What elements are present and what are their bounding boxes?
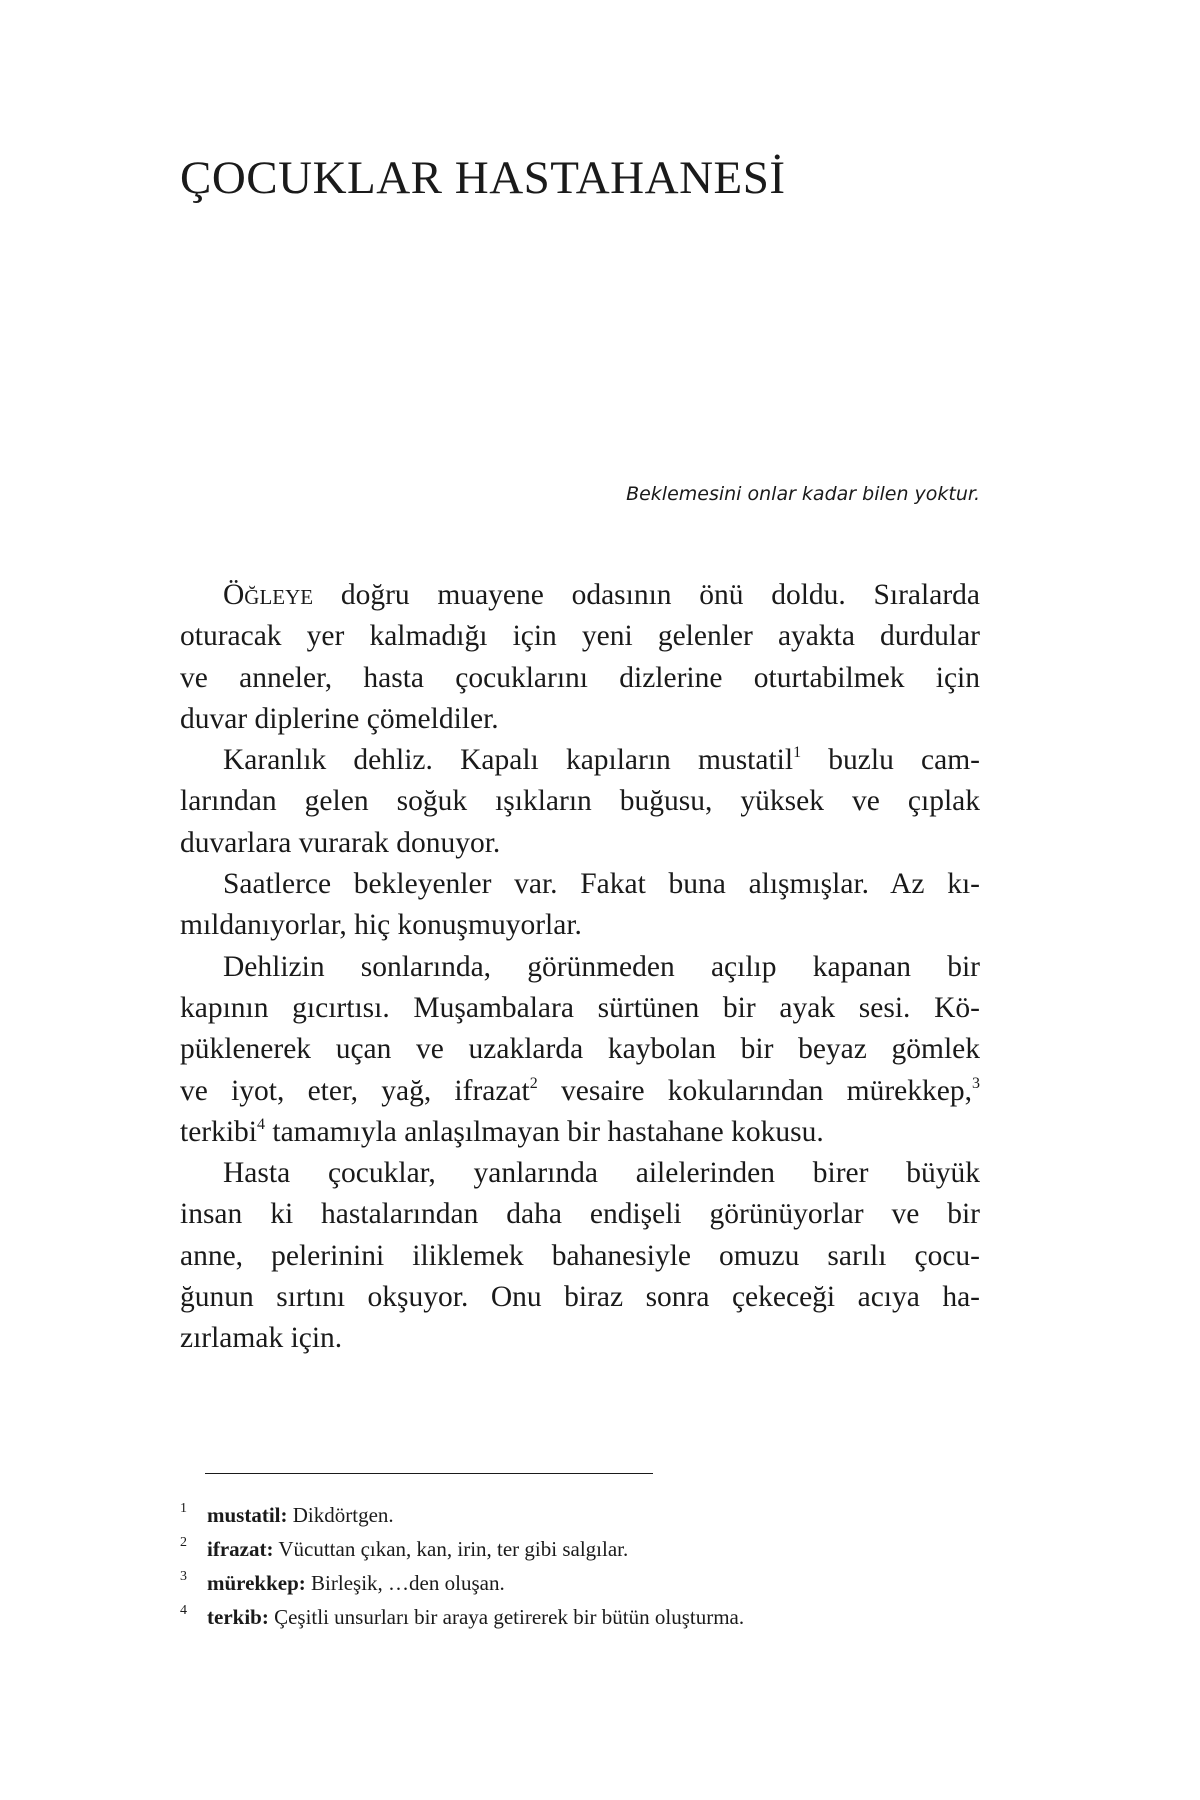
paragraph-4-line-5-text-b: tamamıyla anlaşılmayan bir hastahane kokusu. <box>265 1115 824 1148</box>
paragraph-4-line-5-text-a: terkibi <box>180 1115 258 1148</box>
footnote-3 <box>180 1566 980 1600</box>
paragraph-5-line-3: anne, pelerinini iliklemek bahanesiyle omuzu sarılı çocu- <box>180 1239 980 1272</box>
paragraph-2-line-1-text-a: Karanlık dehliz. Kapalı kapıların mustatil <box>223 744 794 777</box>
paragraph-2-line-1-text-b: buzlu cam- <box>801 744 980 777</box>
footnote-divider <box>205 1473 653 1474</box>
footnote-text <box>207 1498 394 1532</box>
paragraph-5-line-5: zırlamak için. <box>180 1322 343 1355</box>
footnote-definition: Vücuttan çıkan, kan, irin, ter gibi salgılar. <box>273 1537 629 1561</box>
footnote-text <box>207 1532 628 1566</box>
paragraph-4-line-5 <box>180 1112 980 1153</box>
paragraph-5-line-1: Hasta çocuklar, yanlarında ailelerinden birer büyük <box>223 1157 980 1190</box>
footnote-4 <box>180 1600 980 1634</box>
epigraph: Beklemesini onlar kadar bilen yoktur. <box>626 483 980 505</box>
footnote-ref-1[interactable]: 1 <box>793 744 802 762</box>
paragraph-1-line-4: duvar diplerine çömeldiler. <box>180 702 499 735</box>
paragraph-2-line-3: duvarlara vurarak donuyor. <box>180 826 501 859</box>
paragraph-2-line-1 <box>180 740 980 781</box>
paragraph-1-line-1-text: doğru muayene odasının önü doldu. Sıralarda <box>313 579 980 611</box>
paragraph-4-line-1: Dehlizin sonlarında, görünmeden açılıp kapanan bir <box>223 950 980 983</box>
footnote-number: 4 <box>180 1603 187 1618</box>
paragraph-4-line-4-text-a: ve iyot, eter, yağ, ifrazat <box>180 1074 530 1107</box>
paragraph-5-line-4: ğunun sırtını okşuyor. Onu biraz sonra çekeceği acıya ha- <box>180 1281 980 1314</box>
footnote-definition: Birleşik, …den oluşan. <box>305 1571 505 1595</box>
footnote-number: 3 <box>180 1569 187 1584</box>
paragraph-1-line-1 <box>180 575 980 616</box>
paragraph-1-line-3: ve anneler, hasta çocuklarını dizlerine oturtabilmek için <box>180 661 980 694</box>
lead-in-small-caps: Öğleye <box>223 579 314 611</box>
footnote-ref-4[interactable]: 4 <box>257 1115 266 1133</box>
paragraph-3-line-1: Saatlerce bekleyenler var. Fakat buna alışmışlar. Az kı- <box>223 868 980 901</box>
footnote-text <box>207 1566 505 1600</box>
paragraph-3-line-2: mıldanıyorlar, hiç konuşmuyorlar. <box>180 909 582 942</box>
footnote-number: 2 <box>180 1535 187 1550</box>
footnote-1 <box>180 1498 980 1532</box>
footnote-definition: Çeşitli unsurları bir araya getirerek bir bütün oluşturma. <box>268 1605 745 1629</box>
footnote-ref-3[interactable]: 3 <box>972 1074 980 1092</box>
chapter-title: ÇOCUKLAR HASTAHANESİ <box>180 152 786 204</box>
footnote-term: terkib: <box>207 1605 269 1629</box>
paragraph-4-line-2: kapının gıcırtısı. Muşambalara sürtünen bir ayak sesi. Kö- <box>180 991 980 1024</box>
footnote-term: ifrazat: <box>207 1537 274 1561</box>
paragraph-1-line-2: oturacak yer kalmadığı için yeni gelenler ayakta durdular <box>180 620 980 653</box>
footnote-definition: Dikdörtgen. <box>287 1503 394 1527</box>
paragraph-4-line-4 <box>180 1071 980 1112</box>
paragraph-4-line-4-text-b: vesaire kokularından mürekkep, <box>537 1074 972 1107</box>
paragraph-5-line-2: insan ki hastalarından daha endişeli görünüyorlar ve bir <box>180 1198 980 1231</box>
footnote-term: mürekkep: <box>207 1571 306 1595</box>
paragraph-4-line-3: püklenerek uçan ve uzaklarda kaybolan bir beyaz gömlek <box>180 1033 980 1066</box>
footnotes <box>180 1498 980 1634</box>
footnote-number: 1 <box>180 1501 187 1516</box>
footnote-ref-2[interactable]: 2 <box>529 1074 538 1092</box>
paragraph-2-line-2: larından gelen soğuk ışıkların buğusu, yüksek ve çıplak <box>180 785 980 818</box>
footnote-term: mustatil: <box>207 1503 288 1527</box>
footnote-text <box>207 1600 744 1634</box>
chapter-body <box>180 575 980 1360</box>
footnote-2 <box>180 1532 980 1566</box>
